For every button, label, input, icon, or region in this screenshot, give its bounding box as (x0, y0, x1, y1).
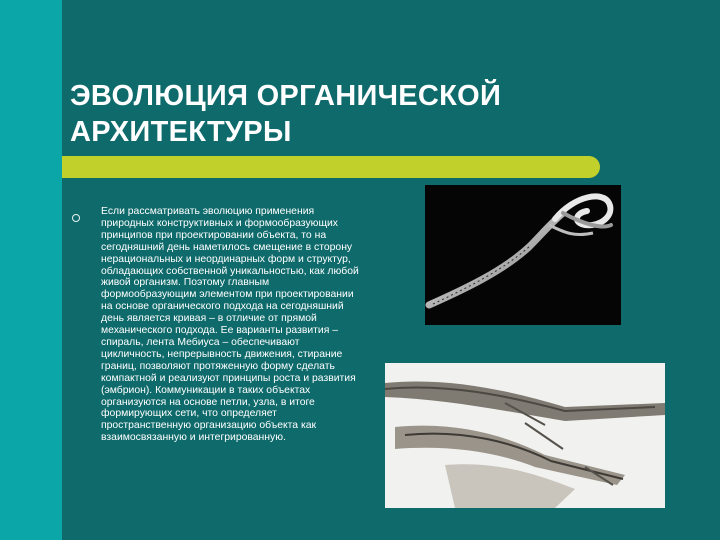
spiral-sculpture-photo (425, 185, 621, 325)
spiral-sculpture-image (425, 185, 621, 325)
title-line-2: АРХИТЕКТУРЫ (70, 116, 292, 148)
title-underline-bar (62, 156, 600, 178)
title-line-1: ЭВОЛЮЦИЯ ОРГАНИЧЕСКОЙ (70, 80, 502, 112)
corner-accent-top (0, 0, 62, 62)
body-paragraph: Если рассматривать эволюцию применения природных конструктивных и формообразующих принципов при проектировании объекта, то на сегодняшний день наметилось смещение в сторону нерациональных и неординарных форм и структур, обладающих собственной уникальностью, как любой живой организм. Поэтому главным формообразующим элементом при проектировании на основе органического подхода на сегодняшний день является кривая – в отличие от прямой механического подхода. Ее варианты развития – спираль, лента Мебиуса – обеспечивают цикличность, непрерывность движения, стирание границ, позволяют протяженную форму сделать компактной и реализуют принципы роста и развития (эмбрион). Коммуникации в таких объектах организуются на основе петли, узла, в итоге формирующих сети, что определяет пространственную организацию объекта как взаимосвязанную и интегрированную. (101, 206, 359, 444)
ribbon-structure-image (385, 363, 665, 508)
ribbon-structure-photo (385, 363, 665, 508)
bullet-icon (72, 214, 80, 222)
corner-accent-left (0, 62, 62, 540)
slide-title (70, 78, 590, 150)
